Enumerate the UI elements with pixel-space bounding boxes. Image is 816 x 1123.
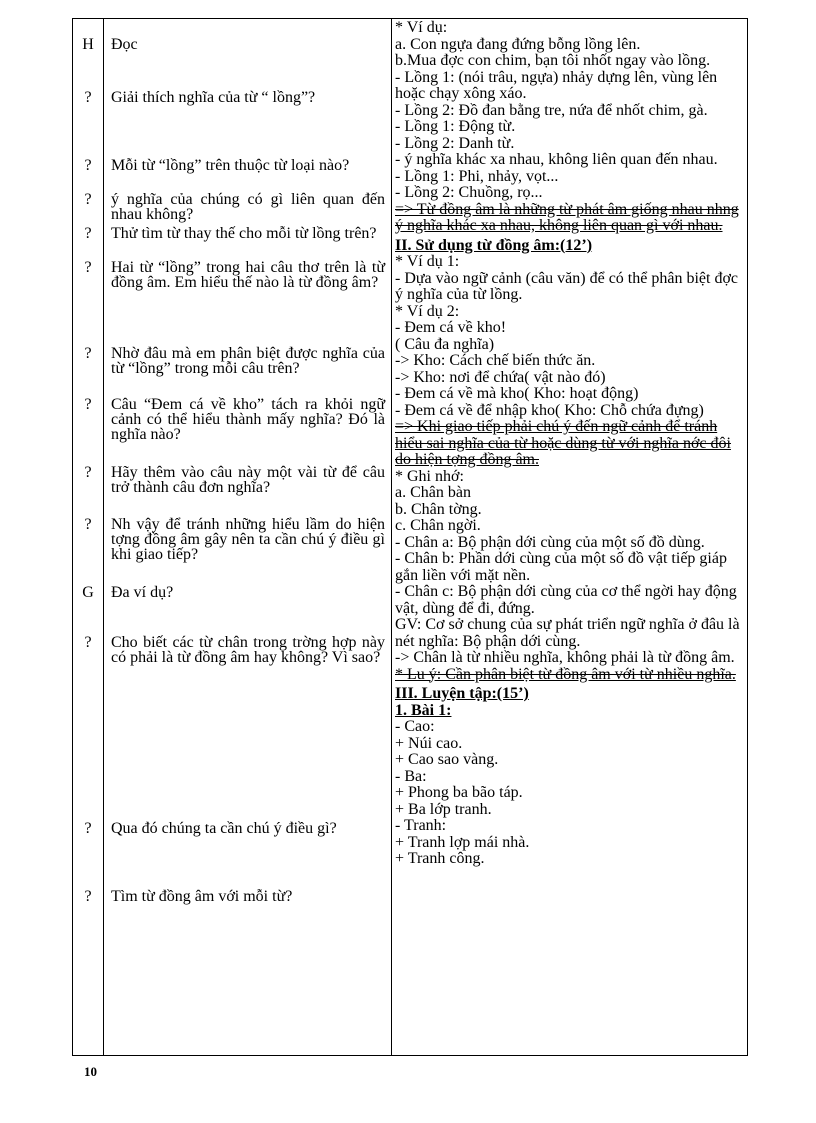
answer-line: + Ba lớp tranh. (395, 800, 492, 818)
answer-line: GV: Cơ sở chung của sự phát triển ngữ nghĩa ở đâu là nét nghĩa: Bộ phận dới cùng. (395, 616, 740, 650)
answer-line: - Dựa vào ngữ cảnh (câu văn) để có thể phân biệt đợc ý nghĩa của từ lồng. (395, 269, 738, 303)
answer-line: b.Mua đợc con chim, bạn tôi nhốt ngay vào lồng. (395, 52, 711, 69)
answer-line: - Lồng 1: (nói trâu, ngựa) nhảy dựng lên, vùng lên hoặc chạy xông xáo. (395, 68, 718, 102)
question-text: Nh vậy để tránh những hiểu lầm do hiện tợng đồng âm gây nên ta cần chú ý điều gì khi giao tiếp? (111, 516, 385, 563)
section-heading-2: II. Sử dụng từ đồng âm:(12’) (395, 236, 593, 254)
row-marker: ? (84, 820, 92, 837)
answer-line: - Lồng 1: Phi, nhảy, vọt... (395, 167, 559, 185)
column-divider-2 (391, 19, 392, 1055)
answer-line: - Ba: (395, 767, 427, 785)
row-marker: ? (84, 396, 92, 413)
answer-line: * Ghi nhớ: (395, 467, 464, 485)
answer-line: b. Chân tờng. (395, 500, 482, 518)
row-marker: ? (84, 191, 92, 208)
row-marker: ? (84, 157, 92, 174)
question-text: Qua đó chúng ta cần chú ý điều gì? (111, 820, 337, 837)
answer-line: -> Chân là từ nhiều nghĩa, không phải là từ đồng âm. (395, 649, 735, 666)
answer-line: -> Kho: Cách chế biến thức ăn. (395, 352, 596, 369)
section-heading-3: III. Luyện tập:(15’) (395, 685, 529, 702)
communication-conclusion: => Khi giao tiếp phải chú ý đến ngữ cảnh để tránh hiểu sai nghĩa của từ hoặc dùng từ với nghĩa nớc đôi do hiện tợng đồng âm. (395, 418, 731, 468)
answer-line: - Chân b: Phần dới cùng của một số đồ vật tiếp giáp gắn liền với mặt nền. (395, 550, 727, 584)
answer-line: * Ví dụ 1: (395, 253, 460, 270)
row-marker: ? (84, 634, 92, 651)
answer-line: * Ví dụ 2: (395, 302, 460, 320)
question-text: Tìm từ đồng âm với mỗi từ? (111, 888, 293, 905)
question-text: Giải thích nghĩa của từ “ lồng”? (111, 89, 316, 106)
answer-line: - Lồng 1: Động từ. (395, 118, 516, 135)
answer-column (395, 20, 745, 868)
question-text: Nhờ đâu mà em phân biệt được nghĩa của từ “lồng” trong mỗi câu trên? (111, 345, 385, 377)
note-line: * Lu ý: Cần phân biệt từ đồng âm với từ nhiều nghĩa. (395, 665, 736, 683)
answer-line: - Tranh: (395, 817, 447, 834)
answer-line: -> Kho: nơi để chứa( vật nào đó) (395, 368, 606, 386)
question-text: Đọc (111, 36, 138, 53)
answer-line: + Tranh công. (395, 850, 485, 867)
question-text: Cho biết các từ chân trong trờng hợp này có phải là từ đồng âm hay không? Vì sao? (111, 634, 385, 666)
answer-line: - ý nghĩa khác xa nhau, không liên quan đến nhau. (395, 151, 718, 168)
row-marker: G (82, 584, 94, 601)
definition-conclusion: => Từ đồng âm là những từ phát âm giống nhau nhng ý nghĩa khác xa nhau, không liên quan gì với nhau. (395, 200, 739, 234)
answer-line: - Đem cá về kho! (395, 319, 507, 336)
answer-line: - Lồng 2: Chuồng, rọ... (395, 184, 543, 201)
answer-line: - Đem cá về để nhập kho( Kho: Chỗ chứa đựng) (395, 401, 704, 419)
answer-line: - Chân a: Bộ phận dới cùng của một số đồ dùng. (395, 533, 705, 551)
question-text: Đa ví dụ? (111, 584, 174, 601)
column-divider-1 (103, 19, 104, 1055)
answer-line: + Cao sao vàng. (395, 751, 499, 768)
question-text: Thử tìm từ thay thế cho mỗi từ lồng trên? (111, 225, 377, 242)
answer-line: * Ví dụ: (395, 19, 448, 36)
answer-line: + Phong ba bão táp. (395, 784, 523, 801)
row-marker: ? (84, 225, 92, 242)
answer-line: - Đem cá về mà kho( Kho: hoạt động) (395, 385, 639, 402)
row-marker: ? (84, 888, 92, 905)
row-marker: ? (84, 259, 92, 276)
row-marker: ? (84, 516, 92, 533)
answer-line: ( Câu đa nghĩa) (395, 335, 495, 353)
answer-line: - Lồng 2: Danh từ. (395, 134, 515, 152)
lesson-table (72, 18, 748, 1056)
answer-line: - Chân c: Bộ phận dới cùng của cơ thể ngời hay động vật, dùng để đi, đứng. (395, 583, 737, 617)
row-marker: ? (84, 89, 92, 106)
answer-line: a. Con ngựa đang đứng bỗng lồng lên. (395, 35, 641, 53)
answer-line: + Núi cao. (395, 734, 463, 752)
answer-line: - Lồng 2: Đồ đan bằng tre, nứa để nhốt chim, gà. (395, 101, 708, 119)
answer-line: c. Chân ngời. (395, 517, 481, 534)
row-marker: ? (84, 345, 92, 362)
question-text: ý nghĩa của chúng có gì liên quan đến nhau không? (111, 191, 385, 223)
question-text: Hãy thêm vào câu này một vài từ để câu trở thành câu đơn nghĩa? (111, 464, 385, 496)
row-marker: H (82, 36, 94, 53)
question-text: Câu “Đem cá về kho” tách ra khỏi ngữ cảnh có thể hiểu thành mấy nghĩa? Đó là nghĩa nào? (111, 396, 385, 443)
exercise-heading: 1. Bài 1: (395, 701, 452, 719)
page-number: 10 (84, 1064, 97, 1079)
answer-line: + Tranh lợp mái nhà. (395, 833, 530, 851)
answer-line: - Cao: (395, 718, 435, 735)
question-text: Mỗi từ “lồng” trên thuộc từ loại nào? (111, 157, 350, 174)
row-marker: ? (84, 464, 92, 481)
answer-line: a. Chân bàn (395, 484, 471, 501)
question-text: Hai từ “lồng” trong hai câu thơ trên là từ đồng âm. Em hiểu thế nào là từ đồng âm? (111, 259, 385, 291)
